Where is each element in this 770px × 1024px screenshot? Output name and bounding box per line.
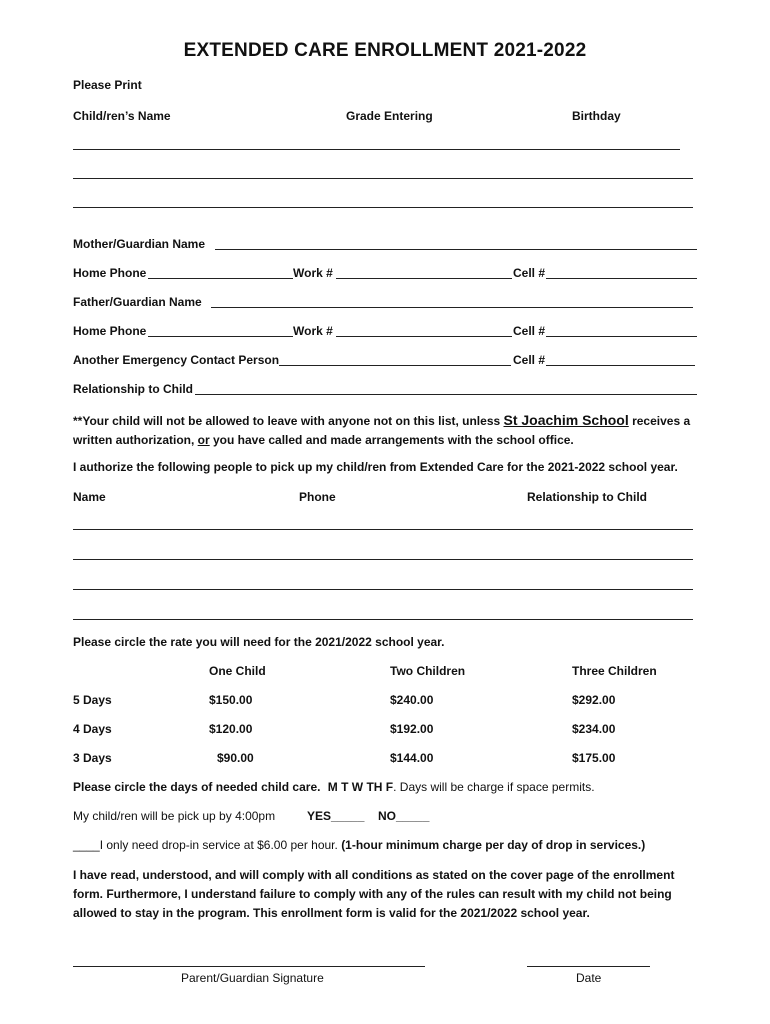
signature-label: Parent/Guardian Signature (181, 971, 324, 985)
days-line (73, 780, 595, 794)
date-label: Date (576, 971, 602, 985)
cell-field-2[interactable] (546, 336, 697, 337)
rate-instruction: Please circle the rate you will need for the 2021/2022 school year. (73, 635, 445, 649)
date-line[interactable] (527, 966, 650, 967)
warning-text-2: receives a written authorization, (73, 414, 691, 447)
rate-header-three-children: Three Children (572, 664, 657, 678)
warning-paragraph (73, 411, 703, 450)
pickup-yes-option[interactable]: YES_____ (307, 809, 365, 823)
rate-value[interactable]: $175.00 (572, 751, 616, 765)
pickup-line-1[interactable] (73, 529, 693, 530)
father-guardian-label: Father/Guardian Name (73, 295, 202, 309)
work-label-1: Work # (293, 266, 333, 280)
warning-text-1: **Your child will not be allowed to leave with anyone not on this list, unless (73, 414, 504, 428)
days-label: Please circle the days of needed child care. (73, 780, 321, 794)
birthday-header: Birthday (572, 109, 621, 123)
cell-field-1[interactable] (546, 278, 697, 279)
signature-line[interactable] (73, 966, 425, 967)
agreement-paragraph: I have read, understood, and will comply with all conditions as stated on the cover page of the enrollment form. Furthermore, I understand failure to comply with any of the rules can result with my child not being allowed to stay in the program. This enrollment form is valid for the 2021/2022 school year. (73, 868, 675, 920)
cell-field-3[interactable] (546, 365, 695, 366)
child-line-3[interactable] (73, 207, 693, 208)
child-line-1[interactable] (73, 149, 680, 150)
form-title: EXTENDED CARE ENROLLMENT 2021-2022 (183, 40, 587, 61)
pickup-relationship-header: Relationship to Child (527, 490, 647, 504)
home-phone-label-1: Home Phone (73, 266, 147, 280)
cell-label-2: Cell # (513, 324, 546, 338)
pickup-no-option[interactable]: NO_____ (378, 809, 430, 823)
rate-value[interactable]: $120.00 (209, 722, 253, 736)
dropin-note: (1-hour minimum charge per day of drop in services.) (341, 838, 646, 852)
relationship-label: Relationship to Child (73, 382, 193, 396)
pickup-line-3[interactable] (73, 589, 693, 590)
child-line-2[interactable] (73, 178, 693, 179)
rate-value[interactable]: $150.00 (209, 693, 253, 707)
children-name-header: Child/ren’s Name (73, 109, 171, 123)
rate-value[interactable]: $144.00 (390, 751, 434, 765)
authorize-text: I authorize the following people to pick up my child/ren from Extended Care for the 2021-2022 school year. (73, 460, 678, 474)
rate-value[interactable]: $292.00 (572, 693, 616, 707)
cell-label-3: Cell # (513, 353, 546, 367)
rate-value[interactable]: $234.00 (572, 722, 616, 736)
pickup-name-header: Name (73, 490, 106, 504)
warning-text-3: you have called and made arrangements with the school office. (209, 433, 574, 447)
cell-label-1: Cell # (513, 266, 546, 280)
rate-value[interactable]: $90.00 (217, 751, 254, 765)
work-field-2[interactable] (336, 336, 512, 337)
pickup-time-text: My child/ren will be pick up by 4:00pm (73, 809, 276, 823)
pickup-line-2[interactable] (73, 559, 693, 560)
school-name: St Joachim School (503, 412, 629, 428)
pickup-line-4[interactable] (73, 619, 693, 620)
warning-or: or (197, 433, 210, 447)
dropin-blank[interactable]: ____ (73, 838, 100, 852)
emergency-contact-field[interactable] (279, 365, 511, 366)
rate-value[interactable]: $240.00 (390, 693, 434, 707)
home-phone-field-1[interactable] (148, 278, 293, 279)
rate-header-one-child: One Child (209, 664, 266, 678)
home-phone-label-2: Home Phone (73, 324, 147, 338)
work-field-1[interactable] (336, 278, 512, 279)
relationship-field[interactable] (195, 394, 697, 395)
rate-row-label: 5 Days (73, 693, 112, 707)
mother-guardian-label: Mother/Guardian Name (73, 237, 206, 251)
grade-entering-header: Grade Entering (346, 109, 433, 123)
dropin-line (73, 838, 645, 852)
please-print-label: Please Print (73, 78, 142, 92)
rate-header-two-children: Two Children (390, 664, 466, 678)
rate-row-label: 4 Days (73, 722, 112, 736)
rate-row-label: 3 Days (73, 751, 112, 765)
pickup-phone-header: Phone (299, 490, 336, 504)
home-phone-field-2[interactable] (148, 336, 293, 337)
days-note: . Days will be charge if space permits. (393, 780, 595, 794)
mother-guardian-field[interactable] (215, 249, 697, 250)
father-guardian-field[interactable] (211, 307, 693, 308)
dropin-text: I only need drop-in service at $6.00 per hour. (99, 838, 342, 852)
emergency-contact-label: Another Emergency Contact Person (73, 353, 280, 367)
rate-value[interactable]: $192.00 (390, 722, 434, 736)
work-label-2: Work # (293, 324, 333, 338)
days-letters[interactable]: M T W TH F (327, 780, 394, 794)
